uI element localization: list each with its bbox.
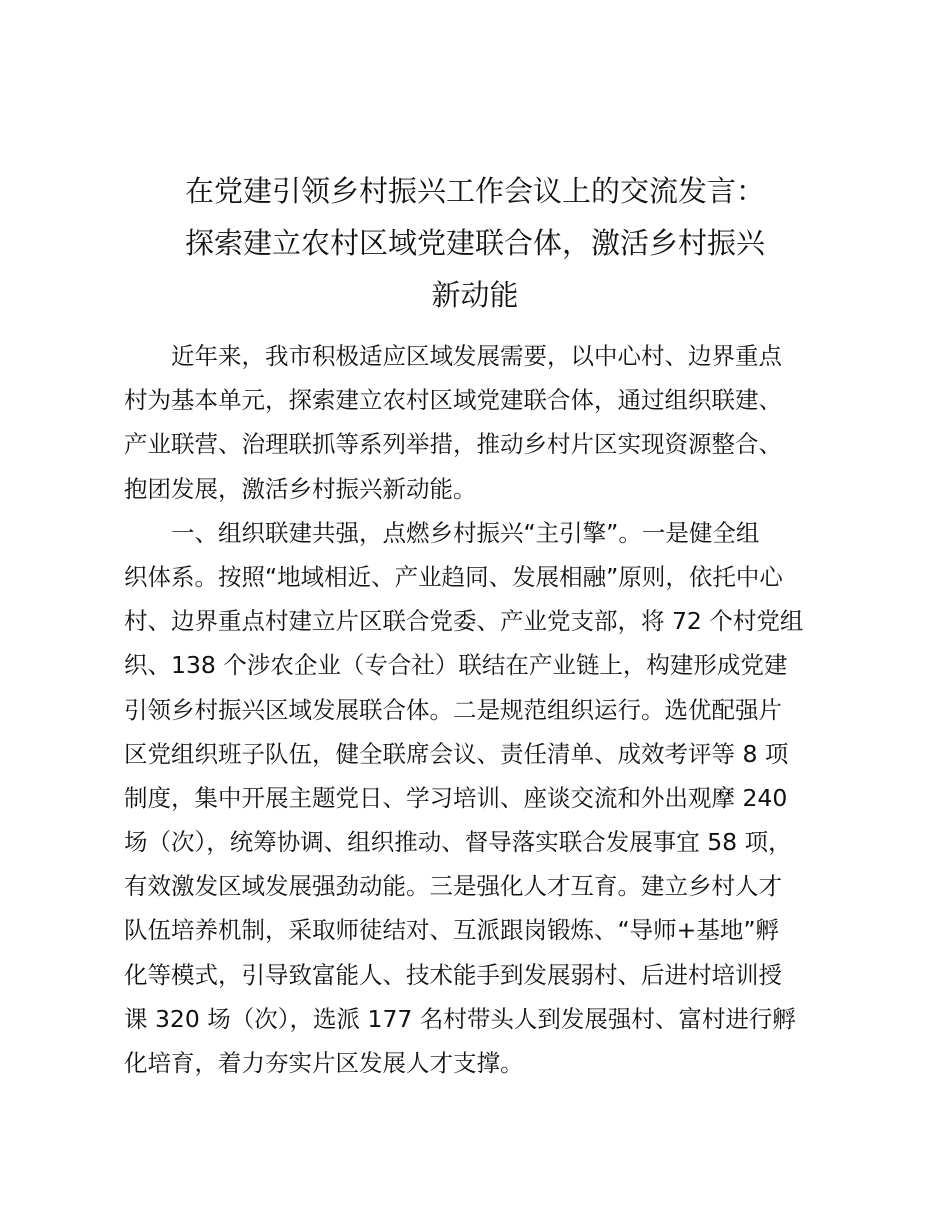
document-title	[120, 165, 830, 321]
text-line: 队伍培养机制，采取师徒结对、互派跟岗锻炼、“导师+基地”孵	[124, 916, 780, 945]
text-line: 织、138 个涉农企业（专合社）联结在产业链上，构建形成党建	[124, 651, 788, 680]
paragraph-section-one	[124, 511, 838, 1085]
paragraph-intro	[124, 334, 838, 511]
document-body	[124, 334, 838, 1085]
text-line: 村为基本单元，探索建立农村区域党建联合体，通过组织联建、	[124, 386, 782, 415]
title-line: 新动能	[431, 278, 519, 312]
text-line: 化等模式，引导致富能人、技术能手到发展弱村、后进村培训授	[124, 960, 782, 989]
title-line: 在党建引领乡村振兴工作会议上的交流发言：	[184, 174, 765, 208]
text-line: 抱团发展，激活乡村振兴新动能。	[124, 474, 477, 503]
title-line: 探索建立农村区域党建联合体，激活乡村振兴	[184, 226, 765, 260]
text-line: 区党组织班子队伍，健全联席会议、责任清单、成效考评等 8 项	[124, 739, 789, 768]
text-line: 场（次），统筹协调、组织推动、督导落实联合发展事宜 58 项，	[124, 828, 792, 857]
text-line: 课 320 场（次），选派 177 名村带头人到发展强村、富村进行孵	[124, 1004, 796, 1033]
text-line: 有效激发区域发展强劲动能。三是强化人才互育。建立乡村人才	[124, 872, 782, 901]
text-line: 化培育，着力夯实片区发展人才支撑。	[124, 1049, 524, 1077]
text-line: 村、边界重点村建立片区联合党委、产业党支部，将 72 个村党组	[124, 607, 804, 636]
text-line: 近年来，我市积极适应区域发展需要，以中心村、边界重点	[171, 342, 782, 370]
text-line: 织体系。按照“地域相近、产业趋同、发展相融”原则，依托中心	[124, 562, 783, 591]
text-line: 制度，集中开展主题党日、学习培训、座谈交流和外出观摩 240	[124, 783, 788, 812]
text-line: 引领乡村振兴区域发展联合体。二是规范组织运行。选优配强片	[124, 695, 782, 724]
text-line: 一、组织联建共强，点燃乡村振兴“主引擎”。一是健全组	[171, 518, 760, 547]
text-line: 产业联营、治理联抓等系列举措，推动乡村片区实现资源整合、	[124, 430, 782, 459]
